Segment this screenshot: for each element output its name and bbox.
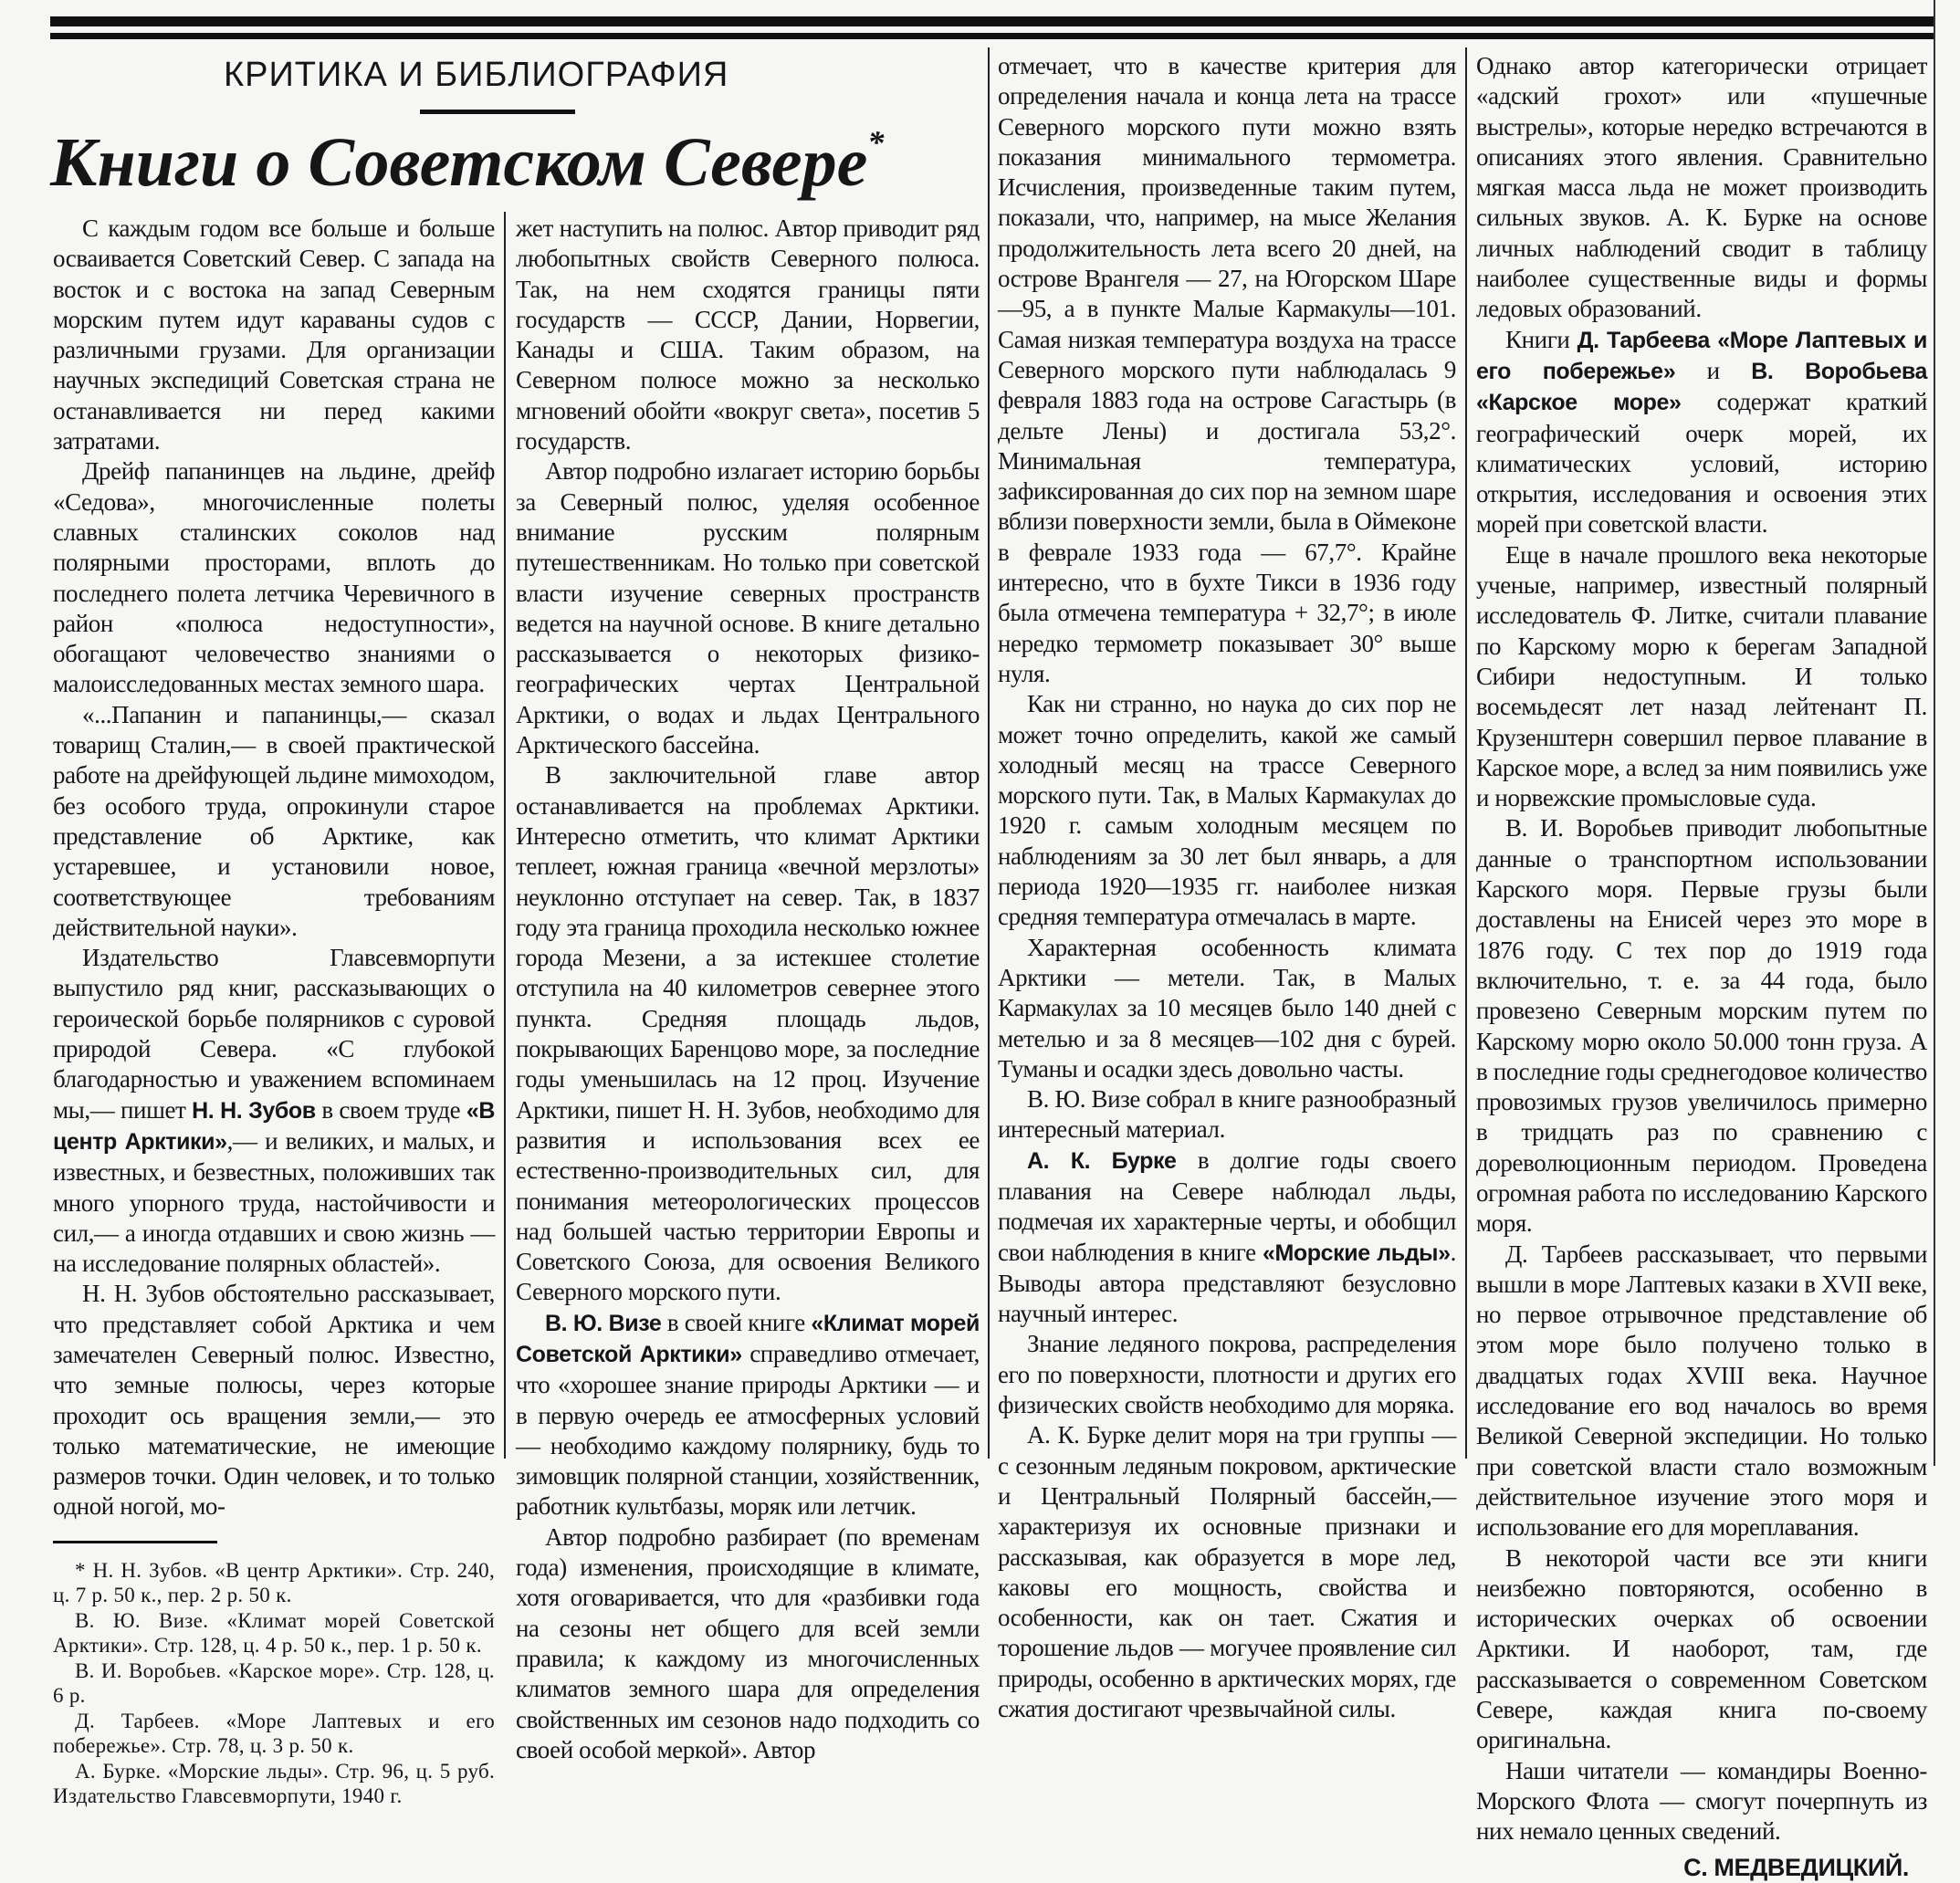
text-run: ,— и великих, и малых, и известных, и безвестных, положивших так много упорного труда, настойчивости и сил,— а иногда отдавших и свою жизнь — на исследование полярных областей». bbox=[53, 1126, 495, 1278]
bold-reference: Н. Н. Зубов bbox=[192, 1097, 316, 1124]
article-paragraph bbox=[998, 933, 1456, 1084]
article-paragraph bbox=[998, 1420, 1456, 1724]
article-paragraph bbox=[1476, 1543, 1927, 1756]
article-paragraph bbox=[1476, 1756, 1927, 1847]
article-paragraph bbox=[53, 700, 495, 943]
bold-reference: В. Воробьева «Карское море» bbox=[1476, 358, 1927, 416]
author-signature: С. МЕДВЕДИЦКИЙ. bbox=[1683, 1853, 1909, 1881]
text-run: Еще в начале прошлого века некоторые ученые, например, известный полярный исследователь Ф. Литке, считали плавание по Карскому морю к берегам Западной Сибири недоступным. И только восемьдесят лет назад лейтенант П. Крузенштерн совершил первое плавание в Карское море, а вслед за ним появились уже и норвежские промысловые суда. bbox=[1476, 540, 1927, 812]
text-run: справедливо отмечает, что «хорошее знание природы Арктики — и в первую очередь ее атмосферных условий — необходимо каждому полярнику, будь то зимовщик полярной станции, хозяйственник, работник культбазы, моряк или летчик. bbox=[516, 1339, 980, 1521]
adjacent-page-edge bbox=[1934, 0, 1960, 1466]
footnote-mark: * bbox=[867, 124, 885, 161]
article-paragraph bbox=[998, 1084, 1456, 1145]
article-column-1 bbox=[53, 214, 495, 1809]
text-run: Издательство Главсевморпути выпустило ряд книг, рассказывающих о героической борьбе полярников с суровой природой Севера. «С глубокой благодарностью и уважением вспоминаем мы,— пишет bbox=[53, 944, 495, 1124]
text-run: Знание ледяного покрова, распределения его по поверхности, плотности и других его физических свойств необходимо для моряка. bbox=[998, 1330, 1456, 1419]
text-run: В. Ю. Визе собрал в книге разнообразный интересный материал. bbox=[998, 1085, 1456, 1144]
text-run: жет наступить на полюс. Автор приводит ряд любопытных свойств Северного полюса. Так, на нем сходятся границы пяти государств — СССР, Дании, Норвегии, Канады и США. Таким образом, на Северном полюсе можно за несколько мгновений обойти «вокруг света», посетив 5 государств. bbox=[516, 214, 980, 455]
section-label: КРИТИКА И БИБЛИОГРАФИЯ bbox=[224, 56, 729, 94]
text-run: Дрейф папанинцев на льдине, дрейф «Седова», многочисленные полеты славных сталинских соколов над полярными просторами, вплоть до последнего полета летчика Черевичного в район «полюса недоступности», обогащают человечество знаниями о малоисследованных местах земного шара. bbox=[53, 457, 495, 698]
text-run: и bbox=[1675, 356, 1752, 384]
text-run: Н. Н. Зубов обстоятельно рассказывает, что представляет собой Арктика и чем замечателен Северный полюс. Известно, что земные полюсы, через которые проходит ось вращения земли,— это только математические, не имеющие размеров точки. Один человек, и то только одной ногой, мо- bbox=[53, 1280, 495, 1521]
text-run: А. К. Бурке делит моря на три группы — с сезонным ледяным покровом, арктические и Центральный Полярный бассейн,— характеризуя их основные признаки и рассказывая, как образуется в море лед, каковы его мощность, свойства и особенности, как он тает. Сжатия и торошение льдов — могучее проявление сил природы, особенно в арктических морях, где сжатия достигают чрезвычайной силы. bbox=[998, 1421, 1456, 1723]
footnote: В. И. Воробьев. «Карское море». Стр. 128, ц. 6 р. bbox=[53, 1658, 495, 1708]
text-run: . Выводы автора представляют безусловно научный интерес. bbox=[998, 1238, 1456, 1328]
bold-reference: «Климат морей Советской Арктики» bbox=[516, 1310, 980, 1367]
footnote: * Н. Н. Зубов. «В центр Арктики». Стр. 240, ц. 7 р. 50 к., пер. 2 р. 50 к. bbox=[53, 1558, 495, 1607]
bold-reference: «Морские льды» bbox=[1263, 1240, 1451, 1266]
text-run: в своей книге bbox=[661, 1308, 812, 1336]
footnote: Д. Тарбеев. «Море Лаптевых и его побережье». Стр. 78, ц. 3 р. 50 к. bbox=[53, 1709, 495, 1758]
text-run: в своем труде bbox=[315, 1095, 466, 1124]
footnotes bbox=[53, 1558, 495, 1809]
article-column-2 bbox=[516, 214, 980, 1765]
section-rule bbox=[420, 110, 575, 114]
article-paragraph bbox=[53, 456, 495, 699]
article-paragraph bbox=[53, 214, 495, 456]
text-run: Автор подробно излагает историю борьбы за Северный полюс, уделяя особенное внимание русским полярным путешественникам. Но только при советской власти изучение северных пространств ведется на научной основе. В книге детально рассказывается о некоторых физико-географических чертах Центральной Арктики, о водах и льдах Центрального Арктического бассейна. bbox=[516, 457, 980, 759]
headline-text: Книги о Советском Севере bbox=[50, 124, 868, 201]
text-run: Как ни странно, но наука до сих пор не может точно определить, какой же самый холодный месяц на трассе Северного морского пути. Так, в Малых Кармакулах до 1920 г. самым холодным месяцем по наблюдениям за 30 лет был январь, а для периода 1920—1935 гг. наиболее низкая средняя температура отмечалась в марте. bbox=[998, 690, 1456, 931]
article-column-4 bbox=[1476, 51, 1927, 1883]
article-paragraph bbox=[516, 760, 980, 1307]
top-rule-thick bbox=[50, 16, 1935, 26]
article-paragraph bbox=[53, 1279, 495, 1522]
footnote: В. Ю. Визе. «Климат морей Советской Арктики». Стр. 128, ц. 4 р. 50 к., пер. 1 р. 50 к. bbox=[53, 1608, 495, 1658]
bold-reference: В. Ю. Визе bbox=[545, 1310, 662, 1336]
column-divider bbox=[988, 47, 990, 1459]
article-paragraph bbox=[516, 456, 980, 760]
text-run: В заключительной главе автор останавливается на проблемах Арктики. Интересно отметить, что климат Арктики теплеет, южная граница «вечной мерзлоты» неуклонно отступает на север. Так, в 1837 году эта граница проходила несколько южнее города Мезени, а за истекшее столетие отступила на 40 километров севернее этого пункта. Средняя площадь льдов, покрывающих Баренцово море, за последние годы уменьшилась на 12 проц. Изучение Арктики, пишет Н. Н. Зубов, необходимо для развития и использования всех ее естественно-производительных сил, для понимания метеорологических процессов над большей частью территории Европы и Советского Союза, для освоения Великого Северного морского пути. bbox=[516, 761, 980, 1306]
headline bbox=[50, 126, 884, 199]
article-paragraph bbox=[516, 214, 980, 456]
footnote: А. Бурке. «Морские льды». Стр. 96, ц. 5 руб. Издательство Главсевморпути, 1940 г. bbox=[53, 1759, 495, 1808]
article-paragraph bbox=[998, 51, 1456, 689]
top-rule-thin bbox=[50, 33, 1935, 39]
text-run: С каждым годом все больше и больше осваивается Советский Север. С запада на восток и с востока на запад Северным морским путем идут караваны судов с различными грузами. Для организации научных экспедиций Советская страна не останавливается ни перед какими затратами. bbox=[53, 214, 495, 455]
article-paragraph bbox=[1476, 813, 1927, 1239]
text-run: Однако автор категорически отрицает «адский грохот» или «пушечные выстрелы», которые нередко встречаются в описаниях этого явления. Сравнительно мягкая масса льда не может производить сильных звуков. А. К. Бурке на основе личных наблюдений сводит в таблицу наиболее существенные виды и формы ледовых образований. bbox=[1476, 52, 1927, 323]
text-run: В. И. Воробьев приводит любопытные данные о транспортном использовании Карского моря. Первые грузы были доставлены на Енисей через это море в 1876 году. С тех пор до 1919 года включительно, т. е. за 44 года, было провезено Северным морским путем по Карскому морю около 50.000 тонн груза. А в последние годы среднегодовое количество провозимых грузов увеличилось примерно в тридцать раз по сравнению с дореволюционным периодом. Проведена огромная работа по исследованию Карского моря. bbox=[1476, 814, 1927, 1238]
text-run: содержат краткий географический очерк морей, их климатических условий, историю открытия, исследования и освоения этих морей при советской власти. bbox=[1476, 388, 1927, 539]
column-divider bbox=[1465, 47, 1467, 1459]
bold-reference: Д. Тарбеева «Море Лаптевых и его побережье» bbox=[1476, 327, 1927, 384]
text-run: в долгие годы своего плавания на Севере наблюдал льды, подмечая их характерные черты, и обобщил свои наблюдения в книге bbox=[998, 1145, 1456, 1266]
article-paragraph bbox=[998, 1329, 1456, 1420]
footnote-rule bbox=[53, 1541, 217, 1543]
article-paragraph bbox=[516, 1308, 980, 1522]
text-run: В некоторой части все эти книги неизбежно повторяются, особенно в исторических очерках об освоении Арктики. И наоборот, там, где рассказывается о современном Советском Севере, каждая книга по-своему оригинальна. bbox=[1476, 1543, 1927, 1754]
article-paragraph bbox=[998, 689, 1456, 932]
text-run: отмечает, что в качестве критерия для определения начала и конца лета на трассе Северного морского пути можно взять показания минимального термометра. Исчисления, произведенные таким путем, показали, что, например, на мысе Желания продолжительность лета всего 20 дней, на острове Врангеля — 27, на Югорском Шаре—95, а в пункте Малые Кармакулы—101. Самая низкая температура воздуха на трассе Северного морского пути наблюдалась 9 февраля 1883 года на острове Сагастырь (в дельте Лены) и достигала 53,2°. Минимальная температура, зафиксированная до сих пор на земном шаре вблизи поверхности земли, была в Оймеконе в феврале 1933 года — 67,7°. Крайне интересно, что в бухте Тикси в 1936 году была отмечена температура + 32,7°; в июле нередко термометр показывает 30° выше нуля. bbox=[998, 52, 1456, 687]
article-paragraph bbox=[53, 943, 495, 1279]
article-paragraph bbox=[998, 1145, 1456, 1330]
article-paragraph bbox=[1476, 540, 1927, 814]
text-run: Книги bbox=[1505, 325, 1577, 353]
article-column-3 bbox=[998, 51, 1456, 1724]
text-run: Наши читатели — командиры Военно-Морского Флота — смогут почерпнуть из них немало ценных сведений. bbox=[1476, 1756, 1927, 1846]
text-run: «...Папанин и папанинцы,— сказал товарищ Сталин,— в своей практической работе на дрейфующей льдине мимоходом, без особого труда, опрокинули старое представление об Арктике, как устаревшее, и установили новое, соответствующее требованиям действительной науки». bbox=[53, 700, 495, 941]
column-divider bbox=[504, 212, 506, 1459]
article-paragraph bbox=[1476, 1240, 1927, 1543]
bold-reference: А. К. Бурке bbox=[1027, 1147, 1177, 1174]
text-run: Д. Тарбеев рассказывает, что первыми вышли в море Лаптевых казаки в XVII веке, но первое отрывочное представление об этом море было получено только в двадцатых годах XVIII века. Научное исследование его вод началось во время Великой Северной экспедиции. Но только при советской власти стало возможным действительное изучение этого моря и использование его для мореплавания. bbox=[1476, 1240, 1927, 1542]
bold-reference: «В центр Арктики» bbox=[53, 1097, 495, 1155]
article-paragraph bbox=[1476, 325, 1927, 540]
article-paragraph bbox=[516, 1522, 980, 1765]
text-run: Автор подробно разбирает (по временам года) изменения, происходящие в климате, хотя оговаривается, что для «разбивки года на сезоны нет общего для всей земли правила; к каждому из многочисленных климатов земного шара для определения свойственных им сезонов надо подходить со своей особой меркой». Автор bbox=[516, 1522, 980, 1763]
text-run: Характерная особенность климата Арктики — метели. Так, в Малых Кармакулах за 10 месяцев было 140 дней с метелью и за 8 месяцев—102 дня с бурей. Туманы и осадки здесь довольно часты. bbox=[998, 933, 1456, 1083]
article-paragraph bbox=[1476, 51, 1927, 325]
